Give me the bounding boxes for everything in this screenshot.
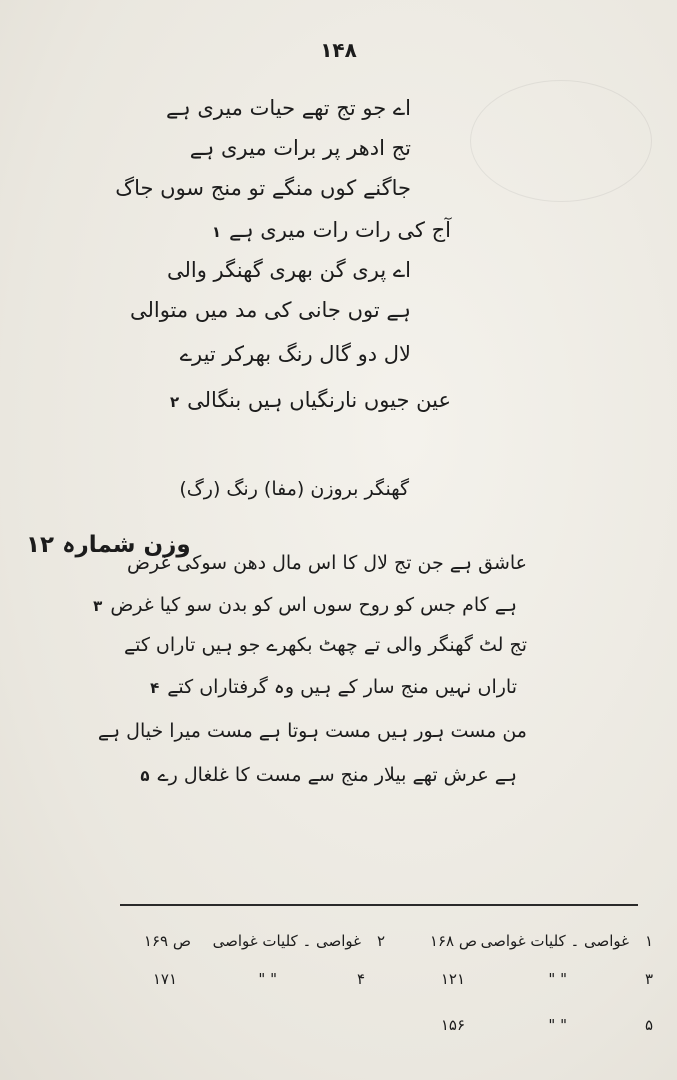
verse-line: آج کی رات رات میری ہے۱: [211, 218, 451, 242]
footnote-marker: ۴: [356, 970, 365, 988]
footnote-marker: ۵: [644, 1016, 653, 1034]
footnote-marker: ۲: [376, 932, 385, 950]
verse-line: ہے عرش تھے بیلار منج سے مست کا غلغال رے۵: [140, 764, 517, 786]
footnote-page: ص ۱۶۸: [429, 932, 477, 950]
footnote-source: غواصی ۔ کلیات غواصی: [480, 932, 629, 950]
verse-line: من مست ہور ہیں مست ہوتا ہے مست میرا خیال ہے: [97, 720, 527, 742]
footnote-ditto: " ": [548, 1016, 567, 1034]
footnote-marker: ۳: [644, 970, 653, 988]
verse-line: تاراں نہیں منج سار کے ہیں وہ گرفتاراں کتے۴: [150, 676, 517, 698]
verse-line: اے پری گن بھری گھنگر والی: [167, 258, 411, 282]
footnote-ditto: " ": [548, 970, 567, 988]
verse-line: ہے توں جانی کی مد میں متوالی: [129, 298, 411, 322]
footnote-source: غواصی ۔ کلیات غواصی: [212, 932, 361, 950]
footnote-page: ۱۲۱: [440, 970, 465, 988]
footnote-page: ۱۵۶: [440, 1016, 465, 1034]
page-number: ۱۴۸: [320, 38, 357, 62]
verse-line: لال دو گال رنگ بھرکر تیرے: [179, 342, 411, 366]
verse-line: اے جو تج تھے حیات میری ہے: [166, 96, 411, 120]
footnote-page: ۱۷۱: [152, 970, 177, 988]
footnote-ditto: " ": [258, 970, 277, 988]
verse-line: ہے کام جس کو روح سوں اس کو بدن سو کیا غرض۳: [93, 594, 517, 616]
bleed-through-mark: [470, 80, 652, 202]
verse-line: تج ادھر پر برات میری ہے: [189, 136, 411, 160]
footnote-marker: ۵: [140, 767, 150, 785]
side-title: وزن شمارہ ۱۲: [26, 532, 191, 558]
meter-heading: گھنگر بروزن (مفا) رنگ (رگ): [179, 478, 409, 500]
footnote-marker: ۳: [93, 597, 103, 615]
footnote-marker: ۴: [150, 679, 160, 697]
footnote-rule: [120, 904, 638, 906]
footnote-page: ص ۱۶۹: [143, 932, 191, 950]
verse-line: تج لٹ گھنگر والی تے چھٹ بکھرے جو ہیں تاراں کتے: [123, 634, 527, 656]
footnote-marker: ۲: [170, 393, 180, 411]
verse-line: جاگنے کوں منگے تو منج سوں جاگ: [115, 176, 411, 200]
footnote-marker: ۱: [211, 223, 222, 241]
verse-line: عین جیوں نارنگیاں ہیں بنگالی۲: [170, 388, 451, 412]
verse-line: عاشق ہے جن تج لال کا اس مال دھن سوکی غرض: [127, 552, 527, 574]
footnote-marker: ۱: [644, 932, 653, 950]
